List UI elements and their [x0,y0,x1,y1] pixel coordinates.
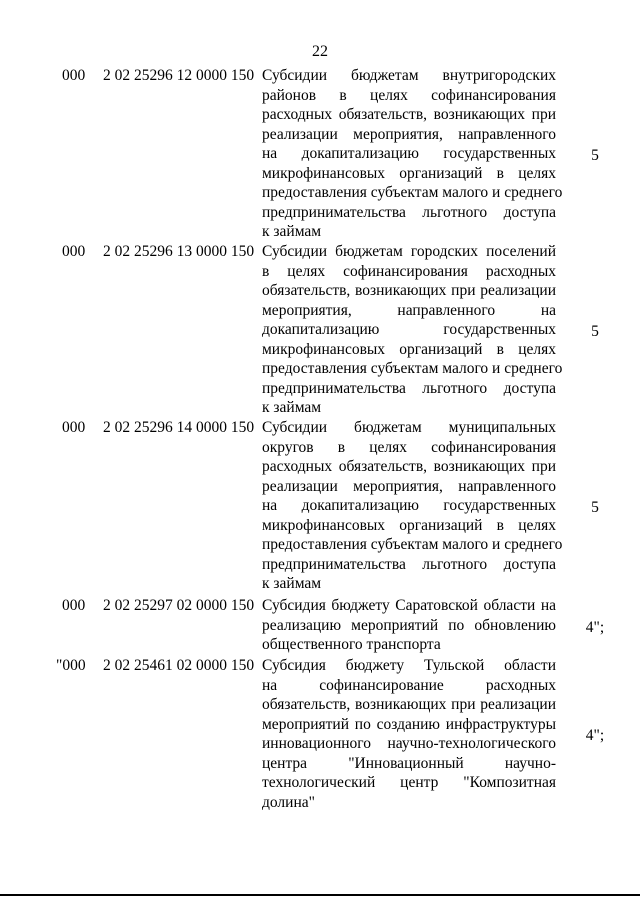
description-line: реализации мероприятия, направленного [262,125,556,143]
description-line: микрофинансовых организаций в целях [262,516,556,534]
description-line: районов в целях софинансирования [262,86,556,104]
description-line: предоставления субъектам малого и среднего [262,536,563,553]
table-row [0,418,640,594]
description-line: на софинансирование расходных [262,676,556,694]
page-number: 22 [312,43,328,60]
description-line: Субсидия бюджету Тульской области [262,657,556,674]
description-line: предпринимательства льготного доступа [262,379,556,397]
description-line: мероприятия, направленного на [262,301,556,319]
row-code: 000 [62,597,86,614]
row-budget-code: 2 02 25296 14 0000 150 [103,419,255,436]
description-line: технологический центр "Композитная [262,774,556,791]
description-line: на докапитализацию государственных [262,497,556,514]
description-line: расходных обязательств, возникающих при [262,106,556,123]
description-line: докапитализацию государственных [262,321,556,338]
row-description [262,66,563,242]
row-code: "000 [56,657,86,674]
description-line: к займам [262,399,322,416]
description-line: микрофинансовых организаций в целях [262,340,556,358]
row-budget-code: 2 02 25296 13 0000 150 [103,243,255,260]
description-line: реализацию мероприятий по обновлению [262,616,556,634]
description-line: предоставления субъектам малого и среднего [262,360,563,377]
row-amount: 5 [591,499,599,516]
row-code: 000 [62,419,86,436]
row-budget-code: 2 02 25297 02 0000 150 [103,597,255,614]
description-line: расходных обязательств, возникающих при [262,458,556,475]
description-line: обязательств, возникающих при реализации [262,282,556,299]
row-code: 000 [62,243,86,260]
description-line: общественного транспорта [262,636,441,653]
description-line: Субсидии бюджетам внутригородских [262,67,556,84]
row-description [262,242,563,418]
description-line: округов в целях софинансирования [262,438,556,456]
table-row [0,242,640,418]
table-row [0,596,640,656]
row-amount: 5 [591,323,599,340]
description-line: к займам [262,223,322,240]
description-line: долина" [262,793,315,811]
page-bottom-edge [0,894,640,896]
description-line: на докапитализацию государственных [262,145,556,162]
description-line: предпринимательства льготного доступа [262,203,556,221]
description-line: к займам [262,575,322,592]
description-line: инновационного научно-технологического [262,735,556,752]
row-amount: 4"; [585,727,605,744]
description-line: Субсидии бюджетам городских поселений [262,243,556,260]
row-amount: 4"; [585,619,605,636]
row-code: 000 [62,67,86,84]
row-description [262,656,556,812]
description-line: предпринимательства льготного доступа [262,555,556,573]
description-line: обязательств, возникающих при реализации [262,696,556,713]
description-line: Субсидия бюджету Саратовской области на [262,597,556,614]
row-budget-code: 2 02 25296 12 0000 150 [103,67,255,84]
description-line: реализации мероприятия, направленного [262,477,556,495]
description-line: центра "Инновационный научно- [262,754,556,772]
table-row [0,656,640,816]
row-description [262,596,556,655]
description-line: мероприятий по созданию инфраструктуры [262,715,556,733]
table-row [0,66,640,242]
row-amount: 5 [591,147,599,164]
row-description [262,418,563,594]
row-budget-code: 2 02 25461 02 0000 150 [103,657,255,674]
description-line: микрофинансовых организаций в целях [262,164,556,182]
description-line: Субсидии бюджетам муниципальных [262,419,556,436]
description-line: в целях софинансирования расходных [262,262,556,280]
description-line: предоставления субъектам малого и среднего [262,184,563,201]
